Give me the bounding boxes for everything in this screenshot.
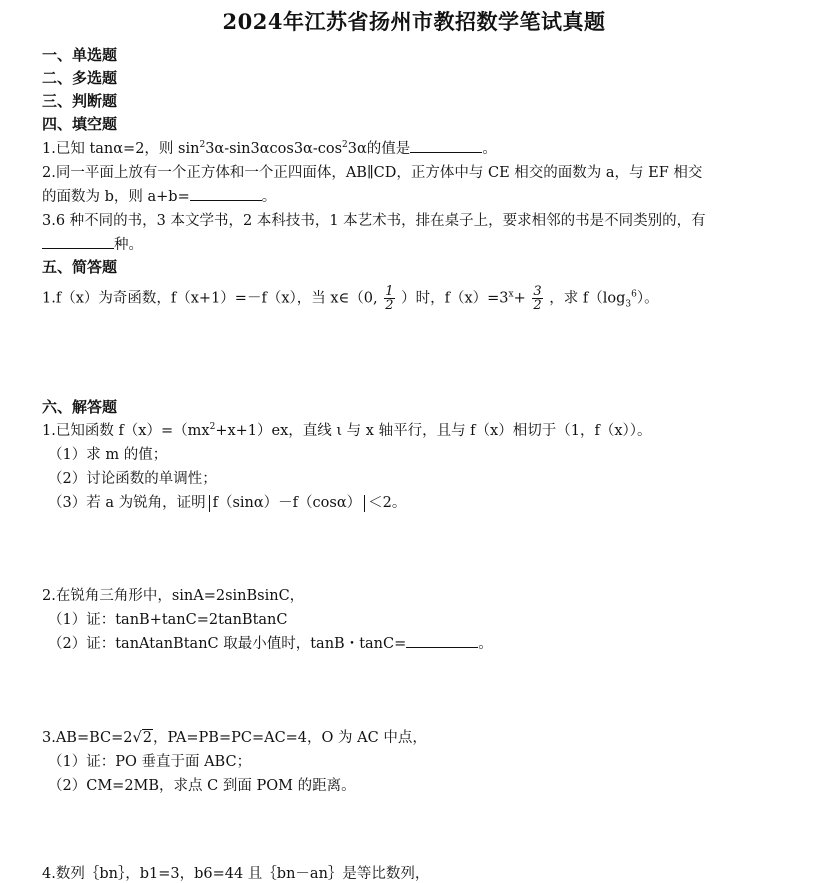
solve-question-1-part-3: （3）若 a 为锐角，证明 f（sinα）－f（cosα） ＜2。 xyxy=(48,495,407,511)
answer-blank[interactable] xyxy=(410,139,482,153)
solve-question-1-part-2: （2）讨论函数的单调性； xyxy=(48,471,217,487)
solve-question-3-part-1: （1）证：PO 垂直于面 ABC； xyxy=(48,754,252,770)
section-single-choice: 一、单选题 xyxy=(42,46,118,64)
fraction-one-half: $\frac{1}{2}$ xyxy=(385,284,394,313)
section-short-answer: 五、简答题 xyxy=(42,258,118,276)
fill-question-3-line-2: 种。 xyxy=(42,233,143,254)
answer-blank[interactable] xyxy=(406,634,478,648)
solve-question-1-part-1: （1）求 m 的值； xyxy=(48,447,168,463)
section-multiple-choice: 二、多选题 xyxy=(42,69,118,87)
section-solution: 六、解答题 xyxy=(42,398,118,416)
fill-question-2-line-2: 的面数为 b，则 a+b= 。 xyxy=(42,189,277,205)
short-question-1: 1.f（x）为奇函数，f（x+1）=－f（x），当 x∈（0, $\frac{1}{2}$ ）时，$f(x)=3^x+$ $\frac{3}{2}$ ，求 $f(\log_3^6)$。 xyxy=(42,284,659,313)
fill-question-3-line-1: 3.6 种不同的书，3 本文学书，2 本科技书，1 本艺术书，排在桌子上，要求相邻的书是不同类别的，有 xyxy=(42,213,706,229)
answer-blank[interactable] xyxy=(42,235,114,249)
solve-question-2-part-2: （2）证：tanAtanBtanC 取最小值时，tanB・tanC= 。 xyxy=(48,636,493,652)
section-true-false: 三、判断题 xyxy=(42,92,118,110)
answer-blank[interactable] xyxy=(190,187,262,201)
fill-question-1: 1.已知 tanα=2，则 $\sin^23\alpha-\sin 3\alpha\cos 3\alpha-\cos^23\alpha$的值是 。 xyxy=(42,140,497,157)
fraction-three-halves: $\frac{3}{2}$ xyxy=(533,284,542,313)
page-title: 2024年江苏省扬州市教招数学笔试真题 xyxy=(222,9,606,34)
solve-question-3: 3.AB=BC=2√2，PA=PB=PC=AC=4，O 为 AC 中点， xyxy=(42,730,427,746)
solve-question-2: 2.在锐角三角形中，sinA=2sinBsinC， xyxy=(42,588,305,604)
solve-question-1: 1.已知函数 $f(x)=(mx^2+x+1)ex$，直线 ι 与 x 轴平行，且与 f（x）相切于（1，f（x））。 xyxy=(42,422,652,439)
solve-question-4: 4.数列｛bn｝，b1=3，b6=44 且｛bn－an｝是等比数列， xyxy=(42,866,430,882)
solve-question-3-part-2: （2）CM=2MB，求点 C 到面 POM 的距离。 xyxy=(48,778,356,794)
solve-question-2-part-1: （1）证：tanB+tanC=2tanBtanC xyxy=(48,612,288,628)
section-fill-blank: 四、填空题 xyxy=(42,115,118,133)
fill-question-2-line-1: 2.同一平面上放有一个正方体和一个正四面体，AB∥CD，正方体中与 CE 相交的面数为 a，与 EF 相交 xyxy=(42,165,703,181)
